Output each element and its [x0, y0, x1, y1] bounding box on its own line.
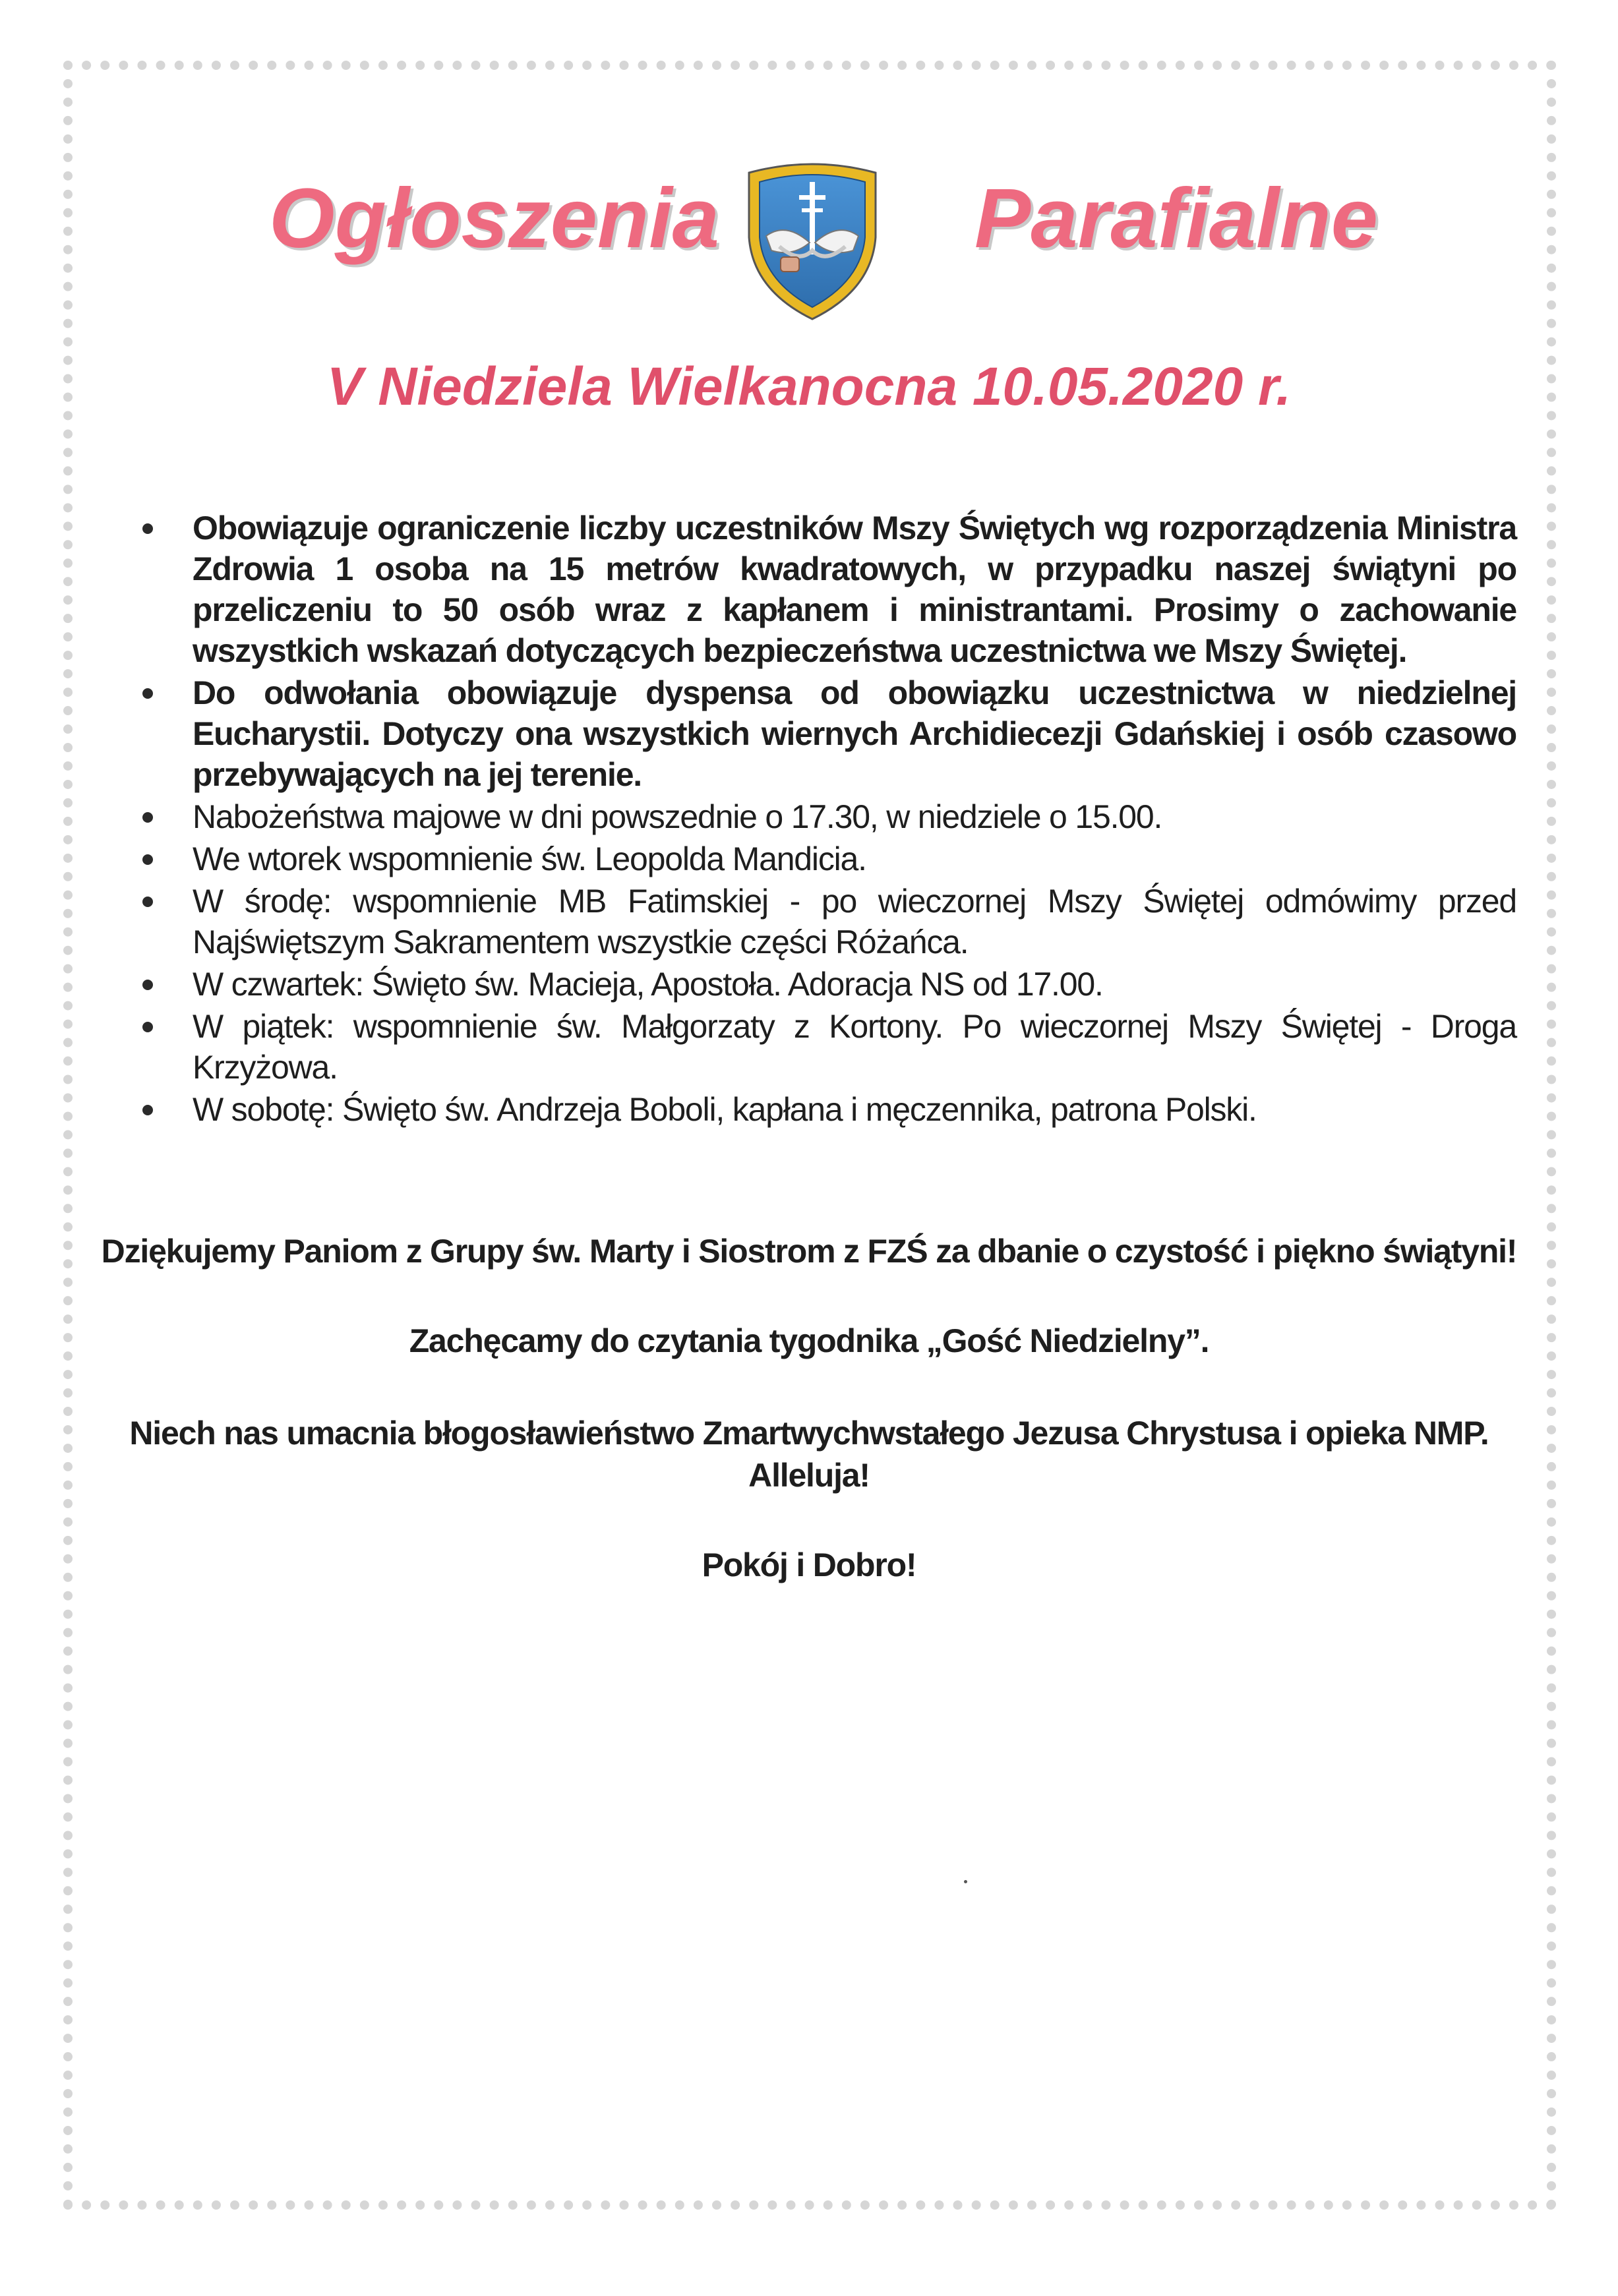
announcements-list [138, 508, 1516, 1131]
blessing-line: Niech nas umacnia błogosławieństwo Zmartwychwstałego Jezusa Chrystusa i opieka NMP. [129, 1415, 1489, 1452]
announcement-item [138, 1006, 1516, 1088]
bullet-icon [142, 688, 153, 699]
document-header [0, 138, 1618, 336]
bullet-icon [142, 897, 153, 907]
alleluia-line: Alleluja! [748, 1457, 870, 1494]
announcement-text: Obowiązuje ograniczenie liczby uczestników Mszy Świętych wg rozporządzenia Ministra Zdrowia 1 osoba na 15 metrów kwadratowych, w przypadku naszej świątyni po przeliczeniu to 50 osób wraz z kapłanem i ministrantami. Prosimy o zachowanie wszystkich wskazań dotyczących bezpieczeństwa uczestnictwa we Mszy Świętej. [193, 510, 1516, 669]
announcement-text: W piątek: wspomnienie św. Małgorzaty z Kortony. Po wieczornej Mszy Świętej - Droga Krzyżowa. [193, 1008, 1516, 1086]
reading-invite: Zachęcamy do czytania tygodnika „Gość Niedzielny”. [409, 1322, 1209, 1359]
page-subtitle: V Niedziela Wielkanocna 10.05.2020 r. [326, 357, 1292, 417]
announcement-text: We wtorek wspomnienie św. Leopolda Mandicia. [193, 840, 866, 877]
franciscan-coat-of-arms-icon [740, 158, 885, 323]
bullet-icon [142, 523, 153, 534]
announcement-text: W środę: wspomnienie MB Fatimskiej - po wieczornej Mszy Świętej odmówimy przed Najświętszym Sakramentem wszystkie części Różańca. [193, 883, 1516, 960]
announcement-item [138, 796, 1516, 837]
announcement-text: Nabożeństwa majowe w dni powszednie o 17.30, w niedziele o 15.00. [193, 798, 1162, 835]
thanks-note: Dziękujemy Paniom z Grupy św. Marty i Siostrom z FZŚ za dbanie o czystość i piękno świątyni! [101, 1233, 1517, 1270]
bullet-icon [142, 1105, 153, 1115]
bullet-icon [142, 812, 153, 823]
announcement-item [138, 964, 1516, 1005]
announcement-item [138, 508, 1516, 671]
announcement-text: Do odwołania obowiązuje dyspensa od obowiązku uczestnictwa w niedzielnej Eucharystii. Dotyczy ona wszystkich wiernych Archidiecezji Gdańskiej i osób czasowo przebywających na jej terenie. [193, 674, 1516, 793]
title-left: Ogłoszenia [269, 171, 719, 266]
scan-speck [964, 1880, 967, 1883]
title-right: Parafialne [974, 171, 1378, 266]
bullet-icon [142, 980, 153, 990]
announcement-text: W czwartek: Święto św. Macieja, Apostoła. Adoracja NS od 17.00. [193, 966, 1103, 1003]
announcement-item [138, 839, 1516, 879]
announcement-text: W sobotę: Święto św. Andrzeja Boboli, kapłana i męczennika, patrona Polski. [193, 1091, 1257, 1128]
closing-greeting: Pokój i Dobro! [702, 1546, 916, 1583]
bullet-icon [142, 854, 153, 865]
bullet-icon [142, 1022, 153, 1032]
announcement-item [138, 672, 1516, 795]
announcement-item [138, 881, 1516, 962]
announcement-item [138, 1089, 1516, 1130]
